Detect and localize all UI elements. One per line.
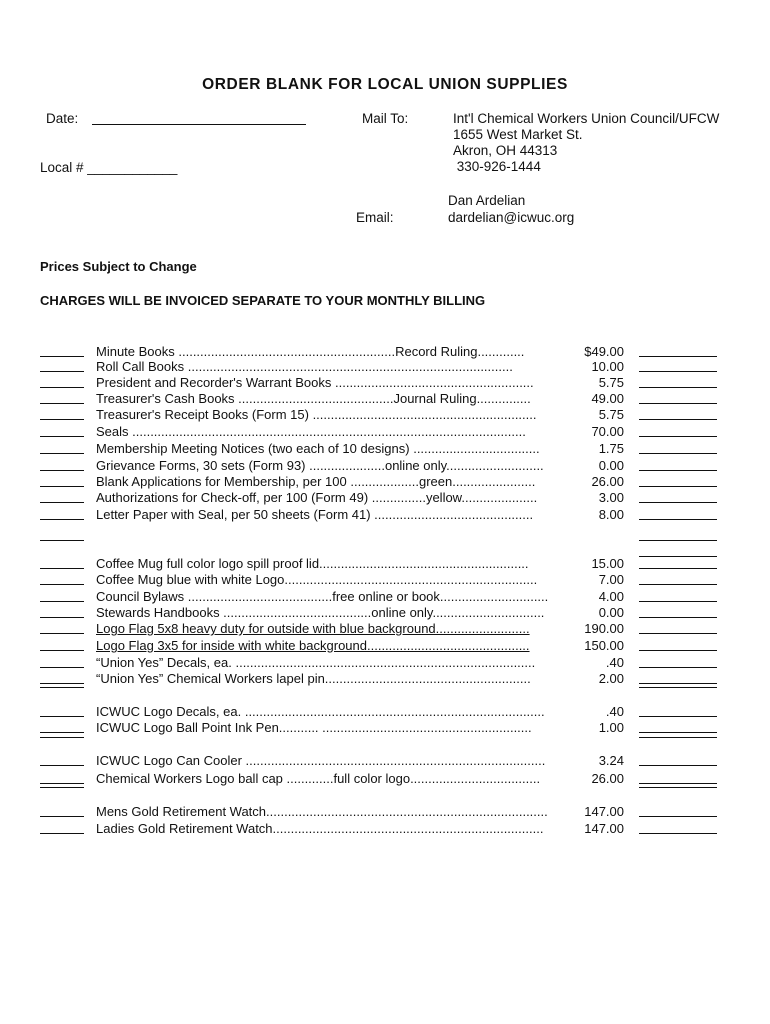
item-row — [0, 458, 770, 474]
item-price: 150.00 — [584, 638, 624, 653]
total-field[interactable] — [639, 387, 717, 388]
email-address[interactable]: dardelian@icwuc.org — [448, 210, 575, 225]
quantity-field[interactable] — [40, 453, 84, 454]
blank-line[interactable] — [40, 787, 84, 788]
total-field[interactable] — [639, 403, 717, 404]
local-label: Local # ____________ — [40, 160, 178, 175]
item-description: Treasurer's Cash Books ...........................................Journal Ruling............... — [96, 391, 531, 406]
item-row — [0, 655, 770, 671]
quantity-field[interactable] — [40, 716, 84, 717]
item-price: 10.00 — [591, 359, 624, 374]
item-row — [0, 359, 770, 375]
total-field[interactable] — [639, 683, 717, 684]
quantity-field[interactable] — [40, 617, 84, 618]
item-price: 15.00 — [591, 556, 624, 571]
item-price: .40 — [605, 655, 624, 670]
quantity-field[interactable] — [40, 732, 84, 733]
item-row — [0, 638, 770, 654]
item-row — [0, 753, 770, 769]
quantity-field[interactable] — [40, 436, 84, 437]
date-label: Date: — [46, 111, 79, 126]
item-description: Letter Paper with Seal, per 50 sheets (Form 41) ............................................ — [96, 507, 534, 522]
quantity-field[interactable] — [40, 601, 84, 602]
page-title: ORDER BLANK FOR LOCAL UNION SUPPLIES — [202, 76, 568, 93]
total-field[interactable] — [639, 765, 717, 766]
quantity-field[interactable] — [40, 486, 84, 487]
address-line: Int'l Chemical Workers Union Council/UFCW — [453, 111, 720, 126]
item-description: Coffee Mug blue with white Logo...................................................................... — [96, 572, 538, 587]
total-field[interactable] — [639, 650, 717, 651]
item-row — [0, 375, 770, 391]
item-description: Chemical Workers Logo ball cap .............full color logo.................................... — [96, 771, 541, 786]
item-price: 8.00 — [598, 507, 624, 522]
quantity-field[interactable] — [40, 502, 84, 503]
quantity-field[interactable] — [40, 633, 84, 634]
item-description: Ladies Gold Retirement Watch........................................................................... — [96, 821, 544, 836]
item-row — [0, 344, 770, 360]
blank-line[interactable] — [639, 737, 717, 738]
total-field[interactable] — [639, 568, 717, 569]
quantity-field[interactable] — [40, 470, 84, 471]
item-row — [0, 407, 770, 423]
quantity-field[interactable] — [40, 419, 84, 420]
total-field[interactable] — [639, 833, 717, 834]
item-row — [0, 671, 770, 687]
item-price: 3.24 — [598, 753, 624, 768]
item-description: ICWUC Logo Decals, ea. ................................................................................... — [96, 704, 545, 719]
item-row — [0, 704, 770, 720]
total-field[interactable] — [639, 453, 717, 454]
item-row — [0, 441, 770, 457]
total-field[interactable] — [639, 601, 717, 602]
item-price: 5.75 — [598, 407, 624, 422]
item-row — [0, 821, 770, 837]
quantity-field[interactable] — [40, 683, 84, 684]
blank-line[interactable] — [639, 687, 717, 688]
item-row — [0, 572, 770, 588]
item-row — [0, 490, 770, 506]
item-description: Logo Flag 5x8 heavy duty for outside with blue background.......................... — [96, 621, 530, 636]
item-price: 5.75 — [598, 375, 624, 390]
quantity-field[interactable] — [40, 568, 84, 569]
blank-line[interactable] — [639, 540, 717, 541]
total-field[interactable] — [639, 584, 717, 585]
item-row — [0, 589, 770, 605]
blank-line[interactable] — [40, 540, 84, 541]
item-price: 147.00 — [584, 821, 624, 836]
item-description: Roll Call Books .......................................................................................... — [96, 359, 513, 374]
item-description: ICWUC Logo Can Cooler ................................................................................... — [96, 753, 546, 768]
quantity-field[interactable] — [40, 403, 84, 404]
item-description: “Union Yes” Chemical Workers lapel pin......................................................... — [96, 671, 531, 686]
total-field[interactable] — [639, 371, 717, 372]
quantity-field[interactable] — [40, 584, 84, 585]
date-field[interactable] — [92, 124, 306, 125]
blank-line[interactable] — [639, 556, 717, 557]
total-field[interactable] — [639, 816, 717, 817]
item-description: Logo Flag 3x5 for inside with white background............................................. — [96, 638, 530, 653]
item-row — [0, 424, 770, 440]
prices-notice: Prices Subject to Change — [40, 259, 197, 274]
item-price: 190.00 — [584, 621, 624, 636]
address-line: Akron, OH 44313 — [453, 143, 558, 158]
item-row — [0, 804, 770, 820]
quantity-field[interactable] — [40, 371, 84, 372]
item-price: 7.00 — [598, 572, 624, 587]
item-description: Blank Applications for Membership, per 100 ...................green....................... — [96, 474, 536, 489]
item-price: 26.00 — [591, 474, 624, 489]
total-field[interactable] — [639, 783, 717, 784]
phone-number: 330-926-1444 — [453, 159, 541, 174]
email-label: Email: — [356, 210, 394, 225]
total-field[interactable] — [639, 419, 717, 420]
quantity-field[interactable] — [40, 356, 84, 357]
item-price: 26.00 — [591, 771, 624, 786]
item-description: Treasurer's Receipt Books (Form 15) .............................................................. — [96, 407, 537, 422]
quantity-field[interactable] — [40, 387, 84, 388]
contact-name: Dan Ardelian — [448, 193, 526, 208]
item-price: 1.75 — [598, 441, 624, 456]
item-description: Council Bylaws ........................................free online or book.............................. — [96, 589, 549, 604]
item-row — [0, 474, 770, 490]
total-field[interactable] — [639, 470, 717, 471]
total-field[interactable] — [639, 617, 717, 618]
blank-line[interactable] — [40, 737, 84, 738]
item-price: 1.00 — [598, 720, 624, 735]
item-price: 4.00 — [598, 589, 624, 604]
total-field[interactable] — [639, 356, 717, 357]
item-row — [0, 621, 770, 637]
total-field[interactable] — [639, 732, 717, 733]
total-field[interactable] — [639, 716, 717, 717]
item-price: 2.00 — [598, 671, 624, 686]
item-row — [0, 771, 770, 787]
item-price: 147.00 — [584, 804, 624, 819]
total-field[interactable] — [639, 519, 717, 520]
item-description: Mens Gold Retirement Watch.............................................................................. — [96, 804, 548, 819]
total-field[interactable] — [639, 486, 717, 487]
total-field[interactable] — [639, 667, 717, 668]
charges-notice: CHARGES WILL BE INVOICED SEPARATE TO YOUR MONTHLY BILLING — [40, 293, 486, 308]
total-field[interactable] — [639, 502, 717, 503]
quantity-field[interactable] — [40, 650, 84, 651]
blank-line[interactable] — [639, 787, 717, 788]
item-description: Coffee Mug full color logo spill proof lid.......................................................... — [96, 556, 529, 571]
item-description: Grievance Forms, 30 sets (Form 93) .....................online only........................... — [96, 458, 544, 473]
item-description: Authorizations for Check-off, per 100 (Form 49) ...............yellow..................... — [96, 490, 538, 505]
item-row — [0, 507, 770, 523]
quantity-field[interactable] — [40, 816, 84, 817]
quantity-field[interactable] — [40, 765, 84, 766]
item-price: 3.00 — [598, 490, 624, 505]
quantity-field[interactable] — [40, 519, 84, 520]
item-price: 0.00 — [598, 458, 624, 473]
item-description: ICWUC Logo Ball Point Ink Pen........... .......................................................... — [96, 720, 532, 735]
item-row — [0, 391, 770, 407]
item-row — [0, 556, 770, 572]
item-price: $49.00 — [584, 344, 624, 359]
quantity-field[interactable] — [40, 783, 84, 784]
item-description: Membership Meeting Notices (two each of 10 designs) ................................... — [96, 441, 540, 456]
item-row — [0, 720, 770, 736]
item-price: .40 — [605, 704, 624, 719]
item-description: Seals ............................................................................................................. — [96, 424, 526, 439]
item-description: Minute Books ............................................................Record Ruling............. — [96, 344, 525, 359]
item-price: 70.00 — [591, 424, 624, 439]
blank-line[interactable] — [40, 687, 84, 688]
item-row — [0, 605, 770, 621]
address-line: 1655 West Market St. — [453, 127, 583, 142]
quantity-field[interactable] — [40, 667, 84, 668]
item-description: Stewards Handbooks .........................................online only............................... — [96, 605, 545, 620]
item-description: President and Recorder's Warrant Books ....................................................... — [96, 375, 534, 390]
item-price: 0.00 — [598, 605, 624, 620]
total-field[interactable] — [639, 633, 717, 634]
item-description: “Union Yes” Decals, ea. ................................................................................... — [96, 655, 536, 670]
item-price: 49.00 — [591, 391, 624, 406]
quantity-field[interactable] — [40, 833, 84, 834]
mail-to-label: Mail To: — [362, 111, 409, 126]
total-field[interactable] — [639, 436, 717, 437]
